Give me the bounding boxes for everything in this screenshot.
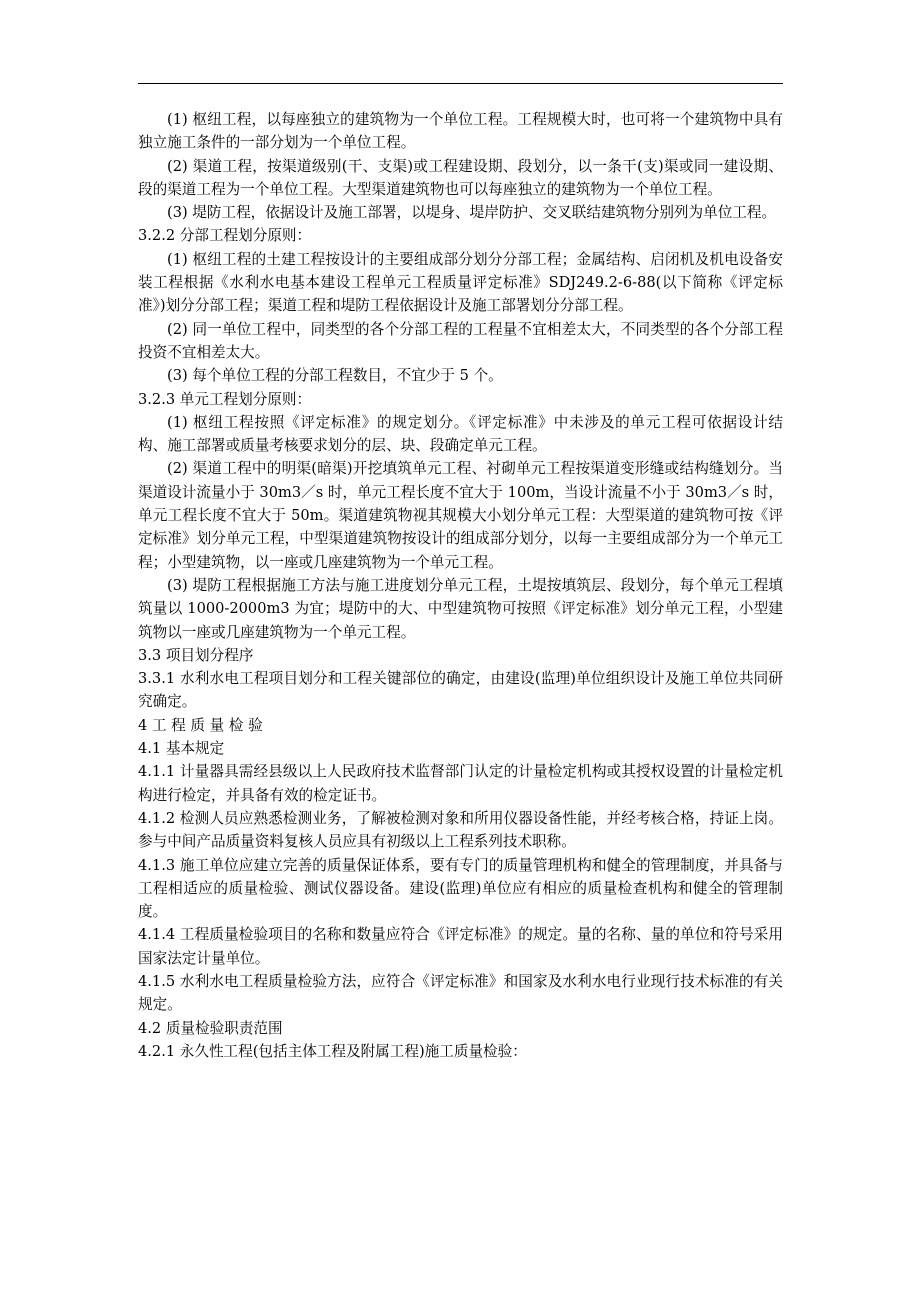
document-body <box>138 108 783 1063</box>
paragraph-division-hub: (1) 枢纽工程的土建工程按设计的主要组成部分划分分部工程；金属结构、启闭机及机电设备安装工程根据《水利水电基本建设工程单元工程质量评定标准》SDJ249.2-6-88(以下简称《评定标准》)划分分部工程；渠道工程和堤防工程依据设计及施工部署划分分部工程。 <box>138 250 783 315</box>
section-heading-3-2-2: 3.2.2 分部工程划分原则： <box>138 227 312 245</box>
paragraph-element-canal: (2) 渠道工程中的明渠(暗渠)开挖填筑单元工程、衬砌单元工程按渠道变形缝或结构缝划分。当渠道设计流量小于 30m3／s 时，单元工程长度不宜大于 100m，当设计流量不小于 30m3／s 时，单元工程长度不宜大于 50m。渠道建筑物视其规模大小划分单元工程：大型渠道的建筑物可按《评定标准》划分单元工程，中型渠道建筑物按设计的组成部分划分，以每一主要组成部分为一个单元工程；小型建筑物，以一座或几座建筑物为一个单元工程。 <box>138 460 783 571</box>
section-heading-4-2: 4.2 质量检验职责范围 <box>138 1019 283 1037</box>
header-rule <box>138 83 783 84</box>
paragraph-4-1-4: 4.1.4 工程质量检验项目的名称和数量应符合《评定标准》的规定。量的名称、量的单位和符号采用国家法定计量单位。 <box>138 926 783 967</box>
paragraph-unit-hub: (1) 枢纽工程，以每座独立的建筑物为一个单位工程。工程规模大时，也可将一个建筑物中具有独立施工条件的一部分划为一个单位工程。 <box>138 111 783 152</box>
paragraph-4-2-1: 4.2.1 永久性工程(包括主体工程及附属工程)施工质量检验： <box>138 1042 527 1060</box>
paragraph-4-1-5: 4.1.5 水利水电工程质量检验方法，应符合《评定标准》和国家及水利水电行业现行技术标准的有关规定。 <box>138 972 783 1014</box>
paragraph-unit-canal: (2) 渠道工程，按渠道级别(干、支渠)或工程建设期、段划分，以一条干(支)渠或同一建设期、段的渠道工程为一个单位工程。大型渠道建筑物也可以每座独立的建筑物为一个单位工程。 <box>138 157 783 198</box>
paragraph-4-1-1: 4.1.1 计量器具需经县级以上人民政府技术监督部门认定的计量检定机构或其授权设置的计量检定机构进行检定，并具备有效的检定证书。 <box>138 763 783 804</box>
section-heading-3-3: 3.3 项目划分程序 <box>138 646 254 664</box>
section-heading-3-2-3: 3.2.3 单元工程划分原则： <box>138 390 312 408</box>
paragraph-unit-dike: (3) 堤防工程，依据设计及施工部署，以堤身、堤岸防护、交叉联结建筑物分别列为单位工程。 <box>167 204 777 222</box>
paragraph-division-same-unit: (2) 同一单位工程中，同类型的各个分部工程的工程量不宜相差太大，不同类型的各个分部工程投资不宜相差太大。 <box>138 320 783 361</box>
paragraph-element-hub: (1) 枢纽工程按照《评定标准》的规定划分。《评定标准》中未涉及的单元工程可依据设计结构、施工部署或质量考核要求划分的层、块、段确定单元工程。 <box>138 413 783 455</box>
paragraph-element-dike: (3) 堤防工程根据施工方法与施工进度划分单元工程，土堤按填筑层、段划分，每个单元工程填筑量以 1000-2000m3 为宜；堤防中的大、中型建筑物可按照《评定标准》划分单元工程，小型建筑物以一座或几座建筑物为一个单元工程。 <box>138 576 783 641</box>
section-heading-4-1: 4.1 基本规定 <box>138 740 225 758</box>
paragraph-4-1-2: 4.1.2 检测人员应熟悉检测业务，了解被检测对象和所用仪器设备性能，并经考核合格，持证上岗。参与中间产品质量资料复核人员应具有初级以上工程系列技术职称。 <box>138 809 783 851</box>
paragraph-4-1-3: 4.1.3 施工单位应建立完善的质量保证体系，要有专门的质量管理机构和健全的管理制度，并具备与工程相适应的质量检验、测试仪器设备。建设(监理)单位应有相应的质量检查机构和健全的管理制度。 <box>138 856 783 921</box>
paragraph-division-count: (3) 每个单位工程的分部工程数目，不宜少于 5 个。 <box>167 367 503 385</box>
paragraph-3-3-1: 3.3.1 水利水电工程项目划分和工程关键部位的确定，由建设(监理)单位组织设计及施工单位共同研究确定。 <box>138 670 783 711</box>
chapter-heading-4: 4 工 程 质 量 检 验 <box>138 716 263 734</box>
